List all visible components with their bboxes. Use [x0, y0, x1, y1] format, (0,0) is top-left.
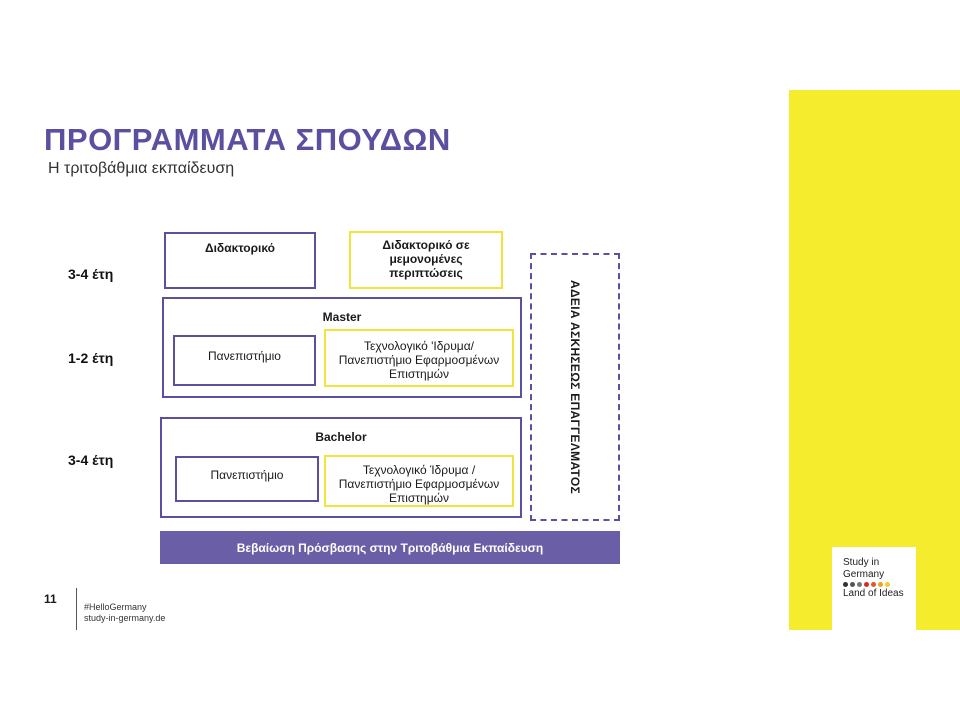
doctorate-special-label [382, 233, 469, 280]
higher-education-access-bar: Βεβαίωση Πρόσβασης στην Τριτοβάθμια Εκπαίδευση [160, 531, 620, 564]
bachelor-university-label: Πανεπιστήμιο [210, 468, 284, 482]
logo-dot [878, 582, 883, 587]
master-university-box [173, 335, 316, 386]
year-label-master: 1-2 έτη [68, 350, 114, 366]
master-title: Master [322, 310, 362, 324]
master-university-label: Πανεπιστήμιο [208, 349, 281, 363]
master-applied-sciences-box [324, 329, 514, 387]
master-applied-label [339, 331, 499, 381]
logo-dots [843, 582, 916, 587]
page-number: 11 [44, 592, 57, 606]
year-label-doctorate: 3-4 έτη [68, 266, 114, 282]
year-label-bachelor: 3-4 έτη [68, 452, 114, 468]
logo-dot [850, 582, 855, 587]
footer-website: study-in-germany.de [84, 613, 166, 623]
doctorate-special-line-3: περιπτώσεις [389, 266, 463, 280]
slide-subtitle: Η τριτοβάθμια εκπαίδευση [48, 160, 235, 177]
bachelor-applied-line-2: Πανεπιστήμιο Εφαρμοσμένων [338, 477, 500, 491]
footer-divider [76, 588, 77, 630]
bachelor-applied-line-3: Επιστημών [388, 491, 450, 505]
professional-license-label: ΑΔΕΙΑ ΑΣΚΗΣΕΩΣ ΕΠΑΓΓΕΛΜΑΤΟΣ [568, 280, 582, 494]
study-in-germany-logo [832, 547, 916, 630]
footer-text [84, 602, 165, 624]
footer-hashtag: #HelloGermany [84, 602, 147, 612]
master-applied-line-3: Επιστημών [388, 367, 450, 381]
doctorate-label: Διδακτορικό [204, 241, 276, 255]
doctorate-box [164, 232, 316, 289]
doctorate-special-box [349, 231, 503, 289]
bachelor-applied-label [339, 457, 499, 505]
logo-dot [885, 582, 890, 587]
slide-title: ΠΡΟΓΡΑΜΜΑΤΑ ΣΠΟΥΔΩΝ [44, 122, 451, 157]
master-applied-line-1: Τεχνολογικό 'Ιδρυμα/ [363, 339, 474, 353]
logo-line-3: Land of Ideas [843, 588, 904, 599]
bachelor-title: Bachelor [315, 430, 367, 444]
bachelor-applied-line-1: Τεχνολογικό Ίδρυμα / [362, 463, 476, 477]
doctorate-special-line-1: Διδακτορικό σε [382, 238, 470, 252]
logo-line-2: Germany [843, 569, 885, 580]
doctorate-special-line-2: μεμονομένες [389, 252, 463, 266]
bachelor-applied-sciences-box [324, 455, 514, 507]
master-applied-line-2: Πανεπιστήμιο Εφαρμοσμένων [338, 353, 500, 367]
logo-dot [871, 582, 876, 587]
logo-dot [864, 582, 869, 587]
logo-dot [843, 582, 848, 587]
bachelor-university-box [175, 456, 319, 502]
logo-line-1: Study in [843, 557, 880, 568]
logo-dot [857, 582, 862, 587]
